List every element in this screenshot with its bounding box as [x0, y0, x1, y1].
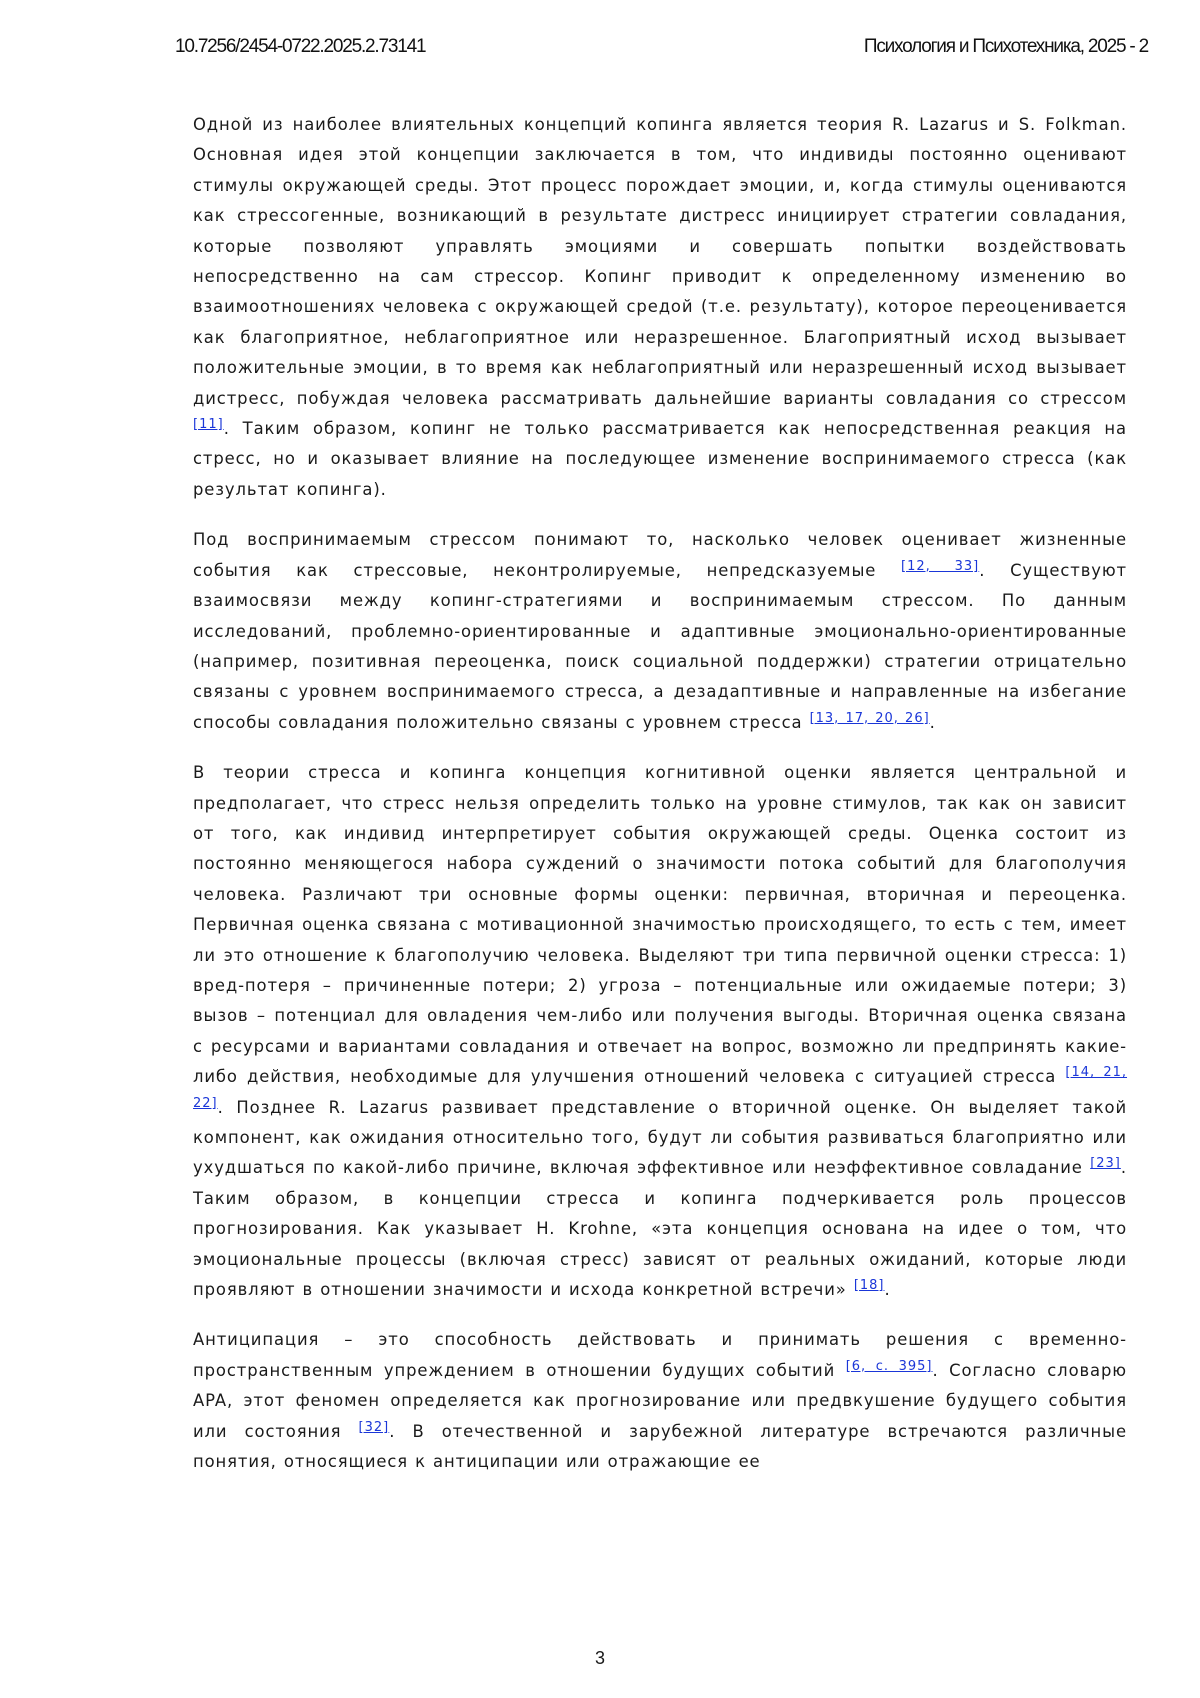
text: . Согласно словарю APA, этот феномен определяется как прогнозирование или предвкушение будущего события или состояния	[193, 1360, 1127, 1441]
text: Одной из наиболее влиятельных концепций копинга является теория R. Lazarus и S. Folkman. Основная идея этой концепции заключается в том, что индивиды постоянно оценивают стимулы окружающей среды. Этот процесс порождает эмоции, и, когда стимулы оцениваются как стрессогенные, возникающий в результате дистресс инициирует стратегии совладания, которые позволяют управлять эмоциями и совершать попытки воздействовать непосредственно на сам стрессор. Копинг приводит к определенному изменению во взаимоотношениях человека с окружающей средой (т.е. результату), которое переоценивается как благоприятное, неблагоприятное или неразрешенное. Благоприятный исход вызывает положительные эмоции, в то время как неблагоприятный или неразрешенный исход вызывает дистресс, побуждая человека рассматривать дальнейшие варианты совладания со стрессом	[193, 115, 1127, 408]
citation-link[interactable]: [13, 17, 20, 26]	[809, 710, 930, 726]
article-body	[193, 110, 1127, 1497]
paragraph-cognitive-appraisal	[193, 758, 1127, 1305]
text: .	[884, 1280, 891, 1300]
text: Под воспринимаемым стрессом понимают то, насколько человек оценивает жизненные события как стрессовые, неконтролируемые, непредсказуемые	[193, 530, 1127, 580]
citation-link[interactable]: [6, с. 395]	[845, 1358, 933, 1374]
page-number: 3	[594, 1648, 605, 1668]
paragraph-coping-theory	[193, 110, 1127, 505]
citation-link[interactable]: [11]	[193, 417, 224, 433]
text: .	[929, 712, 936, 732]
text: . Существуют взаимосвязи между копинг-стратегиями и воспринимаемым стрессом. По данным исследований, проблемно-ориентированные и адаптивные эмоционально-ориентированные (например, позитивная переоценка, поиск социальной поддержки) стратегии отрицательно связаны с уровнем воспринимаемого стресса, а дезадаптивные и направленные на избегание способы совладания положительно связаны с уровнем стресса	[193, 560, 1128, 732]
citation-link[interactable]: [18]	[853, 1278, 885, 1294]
citation-link[interactable]: [14, 21, 22]	[193, 1065, 1128, 1111]
text: Антиципация – это способность действовать и принимать решения с временно-пространственным упреждением в отношении будущих событий	[193, 1330, 1127, 1380]
doi-header: 10.7256/2454-0722.2025.2.73141	[175, 36, 426, 57]
text: В теории стресса и копинга концепция когнитивной оценки является центральной и предполагает, что стресс нельзя определить только на уровне стимулов, так как он зависит от того, как индивид интерпретирует события окружающей среды. Оценка состоит из постоянно меняющегося набора суждений о значимости потока событий для благополучия человека. Различают три основные формы оценки: первичная, вторичная и переоценка. Первичная оценка связана с мотивационной значимостью происходящего, то есть с тем, имеет ли это отношение к благополучию человека. Выделяют три типа первичной оценки стресса: 1) вред-потеря – причиненные потери; 2) угроза – потенциальные или ожидаемые потери; 3) вызов – потенциал для овладения чем-либо или получения выгоды. Вторичная оценка связана с ресурсами и вариантами совладания и отвечает на вопрос, возможно ли предпринять какие-либо действия, необходимые для улучшения отношений человека с ситуацией стресса	[193, 763, 1127, 1087]
journal-header: Психология и Психотехника, 2025 - 2	[863, 36, 1148, 57]
citation-link[interactable]: [12, 33]	[901, 558, 980, 574]
text: . Таким образом, в концепции стресса и копинга подчеркивается роль процессов прогнозирования. Как указывает H. Krohne, «эта концепция основана на идее о том, что эмоциональные процессы (включая стресс) зависят от реальных ожиданий, которые люди проявляют в отношении значимости и исхода конкретной встречи»	[193, 1158, 1127, 1300]
citation-link[interactable]: [23]	[1090, 1156, 1121, 1172]
citation-link[interactable]: [32]	[358, 1419, 390, 1435]
text: . Позднее R. Lazarus развивает представление о вторичной оценке. Он выделяет такой компонент, как ожидания относительно того, будут ли события развиваться благоприятно или ухудшаться по какой-либо причине, включая эффективное или неэффективное совладание	[193, 1097, 1127, 1178]
text: . Таким образом, копинг не только рассматривается как непосредственная реакция на стресс, но и оказывает влияние на последующее изменение воспринимаемого стресса (как результат копинга).	[193, 419, 1127, 499]
text: . В отечественной и зарубежной литературе встречаются различные понятия, относящиеся к антиципации или отражающие ее	[193, 1421, 1127, 1472]
paragraph-anticipation	[193, 1325, 1127, 1477]
paragraph-perceived-stress	[193, 525, 1127, 738]
